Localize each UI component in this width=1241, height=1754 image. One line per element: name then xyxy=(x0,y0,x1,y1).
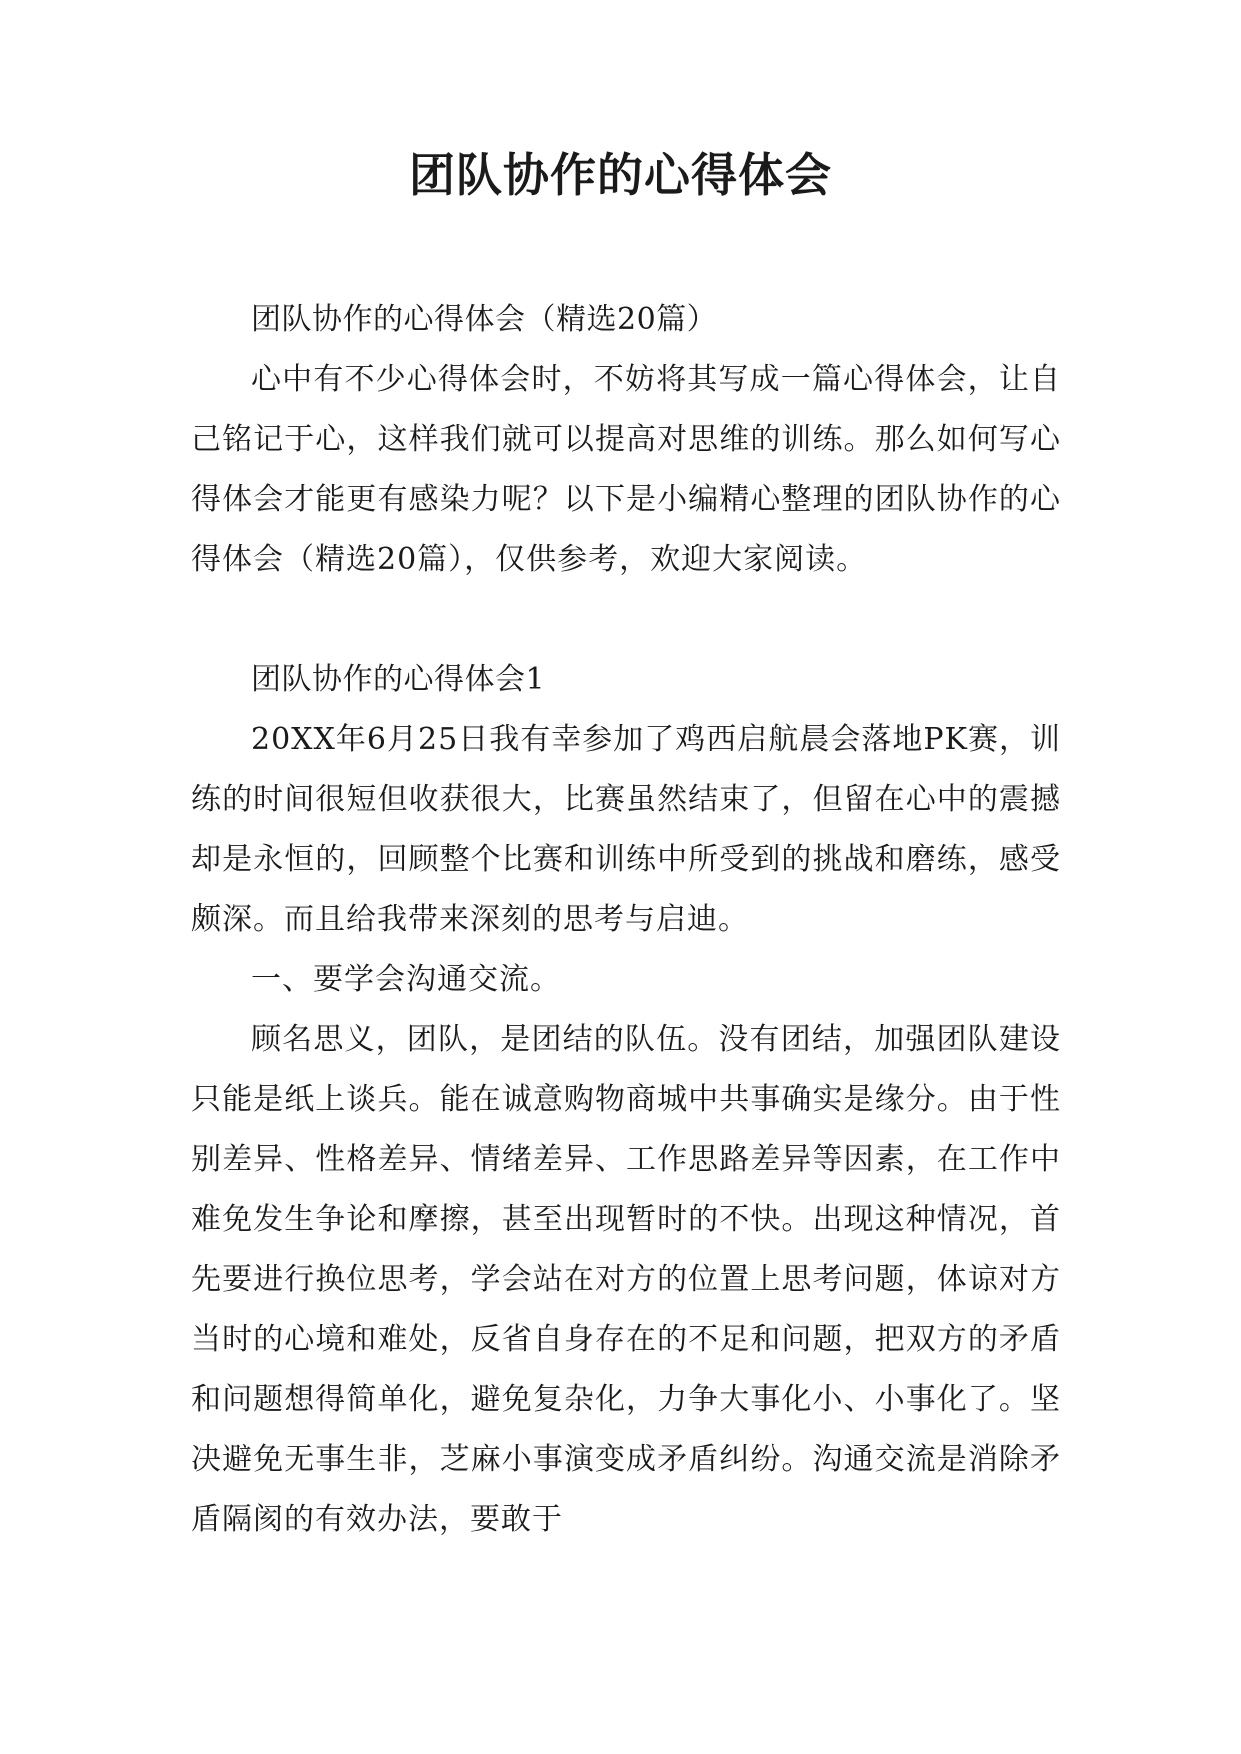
point-heading: 一、要学会沟通交流。 xyxy=(251,962,561,997)
intro-paragraph: 心中有不少心得体会时，不妨将其写成一篇心得体会，让自己铭记于心，这样我们就可以提高对思维的训练。那么如何写心得体会才能更有感染力呢？以下是小编精心整理的团队协作的心得体会（精选20篇），仅供参考，欢迎大家阅读。 xyxy=(191,362,1061,577)
subtitle-paragraph: 团队协作的心得体会（精选20篇） xyxy=(251,302,718,337)
body-paragraph: 20XX年6月25日我有幸参加了鸡西启航晨会落地PK赛，训练的时间很短但收获很大，比赛虽然结束了，但留在心中的震撼却是永恒的，回顾整个比赛和训练中所受到的挑战和磨练，感受颇深。而且给我带来深刻的思考与启迪。 xyxy=(191,722,1061,937)
section-gap xyxy=(191,590,1061,650)
section-heading: 团队协作的心得体会1 xyxy=(251,662,546,697)
document-body xyxy=(191,290,1061,1550)
body-paragraph: 顾名思义，团队，是团结的队伍。没有团结，加强团队建设只能是纸上谈兵。能在诚意购物商城中共事确实是缘分。由于性别差异、性格差异、情绪差异、工作思路差异等因素，在工作中难免发生争论和摩擦，甚至出现暂时的不快。出现这种情况，首先要进行换位思考，学会站在对方的位置上思考问题，体谅对方当时的心境和难处，反省自身存在的不足和问题，把双方的矛盾和问题想得简单化，避免复杂化，力争大事化小、小事化了。坚决避免无事生非，芝麻小事演变成矛盾纠纷。沟通交流是消除矛盾隔阂的有效办法，要敢于 xyxy=(191,1022,1061,1537)
document-title: 团队协作的心得体会 xyxy=(409,148,832,202)
